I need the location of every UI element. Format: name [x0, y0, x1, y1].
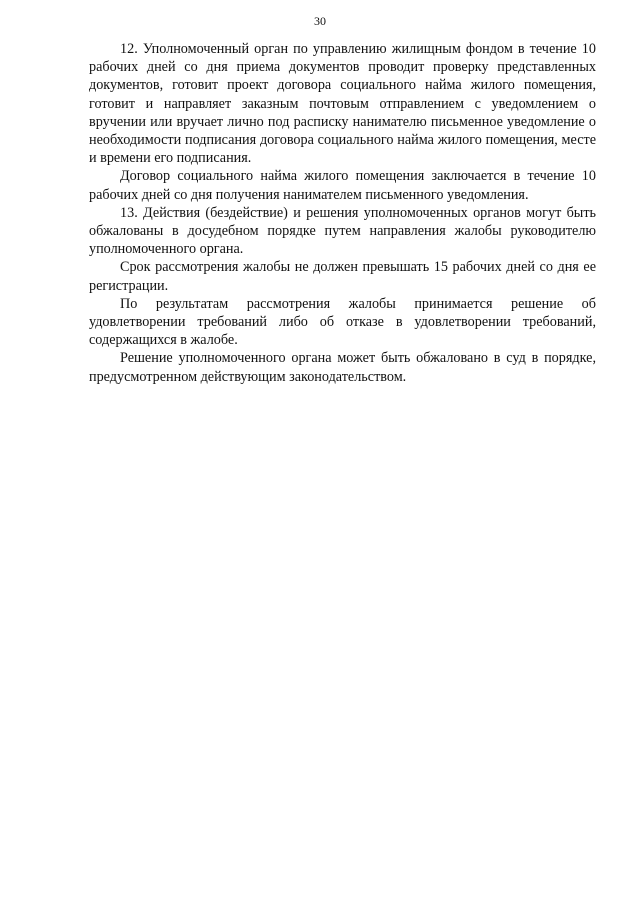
page-number: 30: [314, 14, 326, 28]
paragraph-13-appeal: 13. Действия (бездействие) и решения уполномоченных органов могут быть обжалованы в досудебном порядке путем направления жалобы руководителю уполномоченного органа.: [89, 204, 596, 258]
document-body: [89, 40, 596, 386]
paragraph-contract-signing: Договор социального найма жилого помещения заключается в течение 10 рабочих дней со дня получения нанимателем письменного уведомления.: [89, 168, 596, 203]
paragraph-12-review: 12. Уполномоченный орган по управлению жилищным фондом в течение 10 рабочих дней со дня приема документов проводит проверку представленных документов, готовит проект договора социального найма жилого помещения, готовит и направляет заказным почтовым отправлением с уведомлением о вручении или вручает лично под расписку нанимателю письменное уведомление о необходимости подписания договора социального найма жилого помещения, месте и времени его подписания.: [89, 41, 596, 167]
paragraph-complaint-decision: По результатам рассмотрения жалобы принимается решение об удовлетворении требований либо об отказе в удовлетворении требований, содержащихся в жалобе.: [89, 295, 596, 349]
paragraph-complaint-term: Срок рассмотрения жалобы не должен превышать 15 рабочих дней со дня ее регистрации.: [89, 259, 596, 294]
paragraph-court-appeal: Решение уполномоченного органа может быть обжаловано в суд в порядке, предусмотренном действующим законодательством.: [89, 350, 596, 385]
